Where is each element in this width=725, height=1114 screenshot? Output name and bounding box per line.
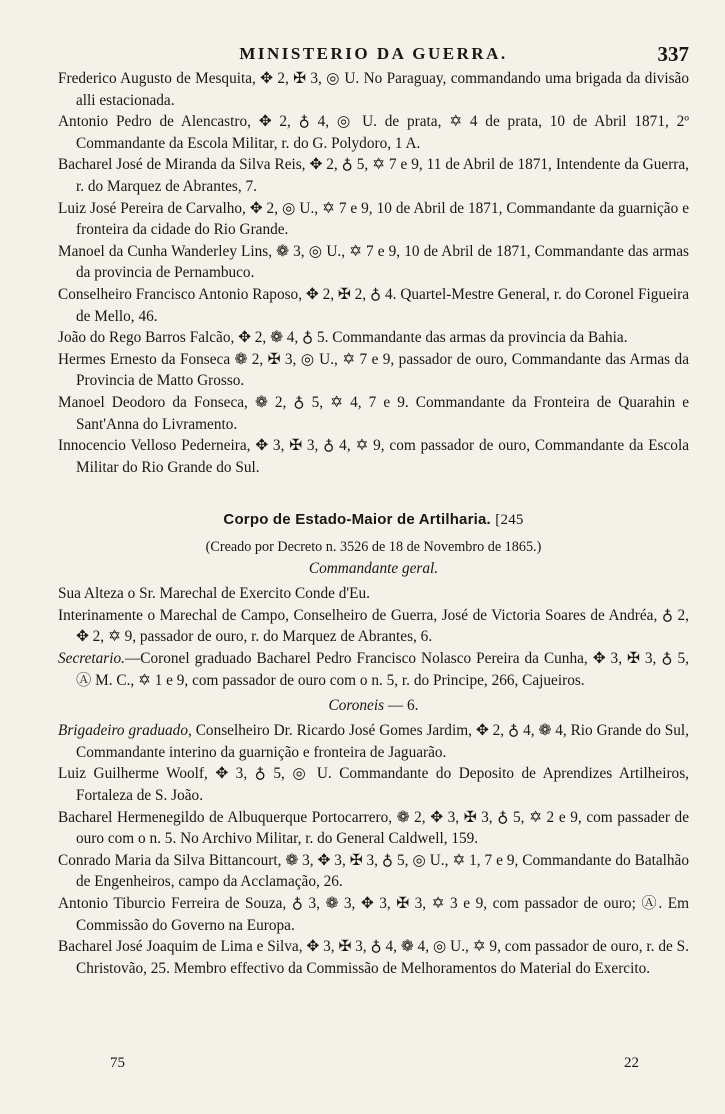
entry: Conselheiro Francisco Antonio Raposo, ✥ 2, ✠ 2, ♁ 4. Quartel-Mestre General, r. do Coronel Figueira de Mello, 46. <box>58 285 689 325</box>
entry-text: —Coronel graduado Bacharel Pedro Francisco Nolasco Pereira da Cunha, ✥ 3, ✠ 3, ♁ 5, Ⓐ M. C., ✡ 1 e 9, com passador de ouro com o n. 5, r. do Principe, 266, Cajueiros. <box>76 650 689 689</box>
entry-text: Conrado Maria da Silva Bittancourt, ❁ 3, ✥ 3, ✠ 3, ♁ 5, ◎ U., ✡ 1, 7 e 9, Commandante do Batalhão de Engenheiros, campo da Acclamação, 26. <box>58 851 689 891</box>
entry <box>58 720 689 763</box>
entry: Innocencio Velloso Pederneira, ✥ 3, ✠ 3, ♁ 4, ✡ 9, com passador de ouro, Commandante da Escola Militar do Rio Grande do Sul. <box>58 437 689 476</box>
entry <box>58 893 689 936</box>
commandant-heading: Commandante geral. <box>308 560 439 578</box>
footer-signature-left: 75 <box>110 1055 125 1071</box>
entry-text: Bacharel Hermenegildo de Albuquerque Portocarrero, ❁ 2, ✥ 3, ✠ 3, ♁ 5, ✡ 2 e 9, com passader de ouro com o n. 5. No Archivo Militar, r. do General Caldwell, 159. <box>58 808 689 848</box>
entry-text: Interinamente o Marechal de Campo, Conselheiro de Guerra, José de Victoria Soares de Andréa, ♁ 2, ✥ 2, ✡ 9, passador de ouro, r. do Marquez de Abrantes, 6. <box>58 606 689 646</box>
coroneis-heading <box>58 697 689 715</box>
entry: Frederico Augusto de Mesquita, ✥ 2, ✠ 3, ◎ U. No Paraguay, commandando uma brigada da divisão alli estacionada. <box>58 70 689 109</box>
entry <box>58 763 689 806</box>
section-decree: (Creado por Decreto n. 3526 de 18 de Novembro de 1865.) <box>205 539 542 556</box>
running-title: MINISTERIO DA GUERRA. <box>239 44 508 63</box>
coroneis-entries <box>58 720 689 979</box>
entry-text: Bacharel José Joaquim de Lima e Silva, ✥ 3, ✠ 3, ♁ 4, ❁ 4, ◎ U., ✡ 9, com passador de ouro, r. de S. Christovão, 25. Membro effectivo da Commissão de Melhoramentos do Material do Exercito. <box>58 938 689 977</box>
entry-lead: Brigadeiro graduado, <box>58 722 192 740</box>
coroneis-heading-text: Coroneis <box>328 697 385 715</box>
commandant-entries <box>58 583 689 691</box>
entry-text: Conselheiro Dr. Ricardo José Gomes Jardim, ✥ 2, ♁ 4, ❁ 4, Rio Grande do Sul, Commandante interino da guarnição e fronteira de Jaguarão. <box>76 722 689 761</box>
entry <box>58 583 689 605</box>
coroneis-count: — 6. <box>384 697 419 715</box>
entry-text: Luiz Guilherme Woolf, ✥ 3, ♁ 5, ◎ U. Commandante do Deposito de Aprendizes Artilheiros, Fortaleza de S. João. <box>58 765 689 805</box>
entry: Luiz José Pereira de Carvalho, ✥ 2, ◎ U., ✡ 7 e 9, 10 de Abril de 1871, Commandante da guarnição e fronteira da cidade do Rio Grande. <box>58 199 689 239</box>
page-number: 337 <box>657 42 689 66</box>
entry <box>58 936 689 979</box>
entry-lead: Secretario. <box>58 650 125 668</box>
entry: Manoel da Cunha Wanderley Lins, ❁ 3, ◎ U., ✡ 7 e 9, 10 de Abril de 1871, Commandante das armas da provincia de Pernambuco. <box>58 242 689 282</box>
entry: Manoel Deodoro da Fonseca, ❁ 2, ♁ 5, ✡ 4, 7 e 9. Commandante da Fronteira de Quarahin e Sant'Anna do Livramento. <box>58 393 689 433</box>
entry: João do Rego Barros Falcão, ✥ 2, ❁ 4, ♁ 5. Commandante das armas da provincia da Bahia. <box>58 329 628 347</box>
entry <box>58 850 689 893</box>
entry <box>58 605 689 648</box>
entry-text: Antonio Tiburcio Ferreira de Souza, ♁ 3, ❁ 3, ✥ 3, ✠ 3, ✡ 3 e 9, com passador de ouro; Ⓐ. Em Commissão do Governo na Europa. <box>58 895 689 934</box>
entry: Bacharel José de Miranda da Silva Reis, ✥ 2, ♁ 5, ✡ 7 e 9, 11 de Abril de 1871, Intendente da Guerra, r. do Marquez de Abrantes, 7. <box>58 156 689 195</box>
section-title <box>58 511 689 529</box>
section-title-text: Corpo de Estado-Maior de Artilharia. <box>223 511 491 529</box>
entry <box>58 807 689 850</box>
entry: Hermes Ernesto da Fonseca ❁ 2, ✠ 3, ◎ U., ✡ 7 e 9, passador de ouro, Commandante das Armas da Provincia de Matto Grosso. <box>58 350 689 390</box>
entry-text: Sua Alteza o Sr. Marechal de Exercito Conde d'Eu. <box>58 585 371 603</box>
entry <box>58 648 689 691</box>
section-count: [245 <box>495 512 524 529</box>
footer-signature-right: 22 <box>624 1055 639 1071</box>
running-head <box>58 40 689 68</box>
entry: Antonio Pedro de Alencastro, ✥ 2, ♁ 4, ◎ U. de prata, ✡ 4 de prata, 10 de Abril 1871, 2º Commandante da Escola Militar, r. do G. Polydoro, 1 A. <box>58 113 689 152</box>
general-entries <box>58 68 689 478</box>
